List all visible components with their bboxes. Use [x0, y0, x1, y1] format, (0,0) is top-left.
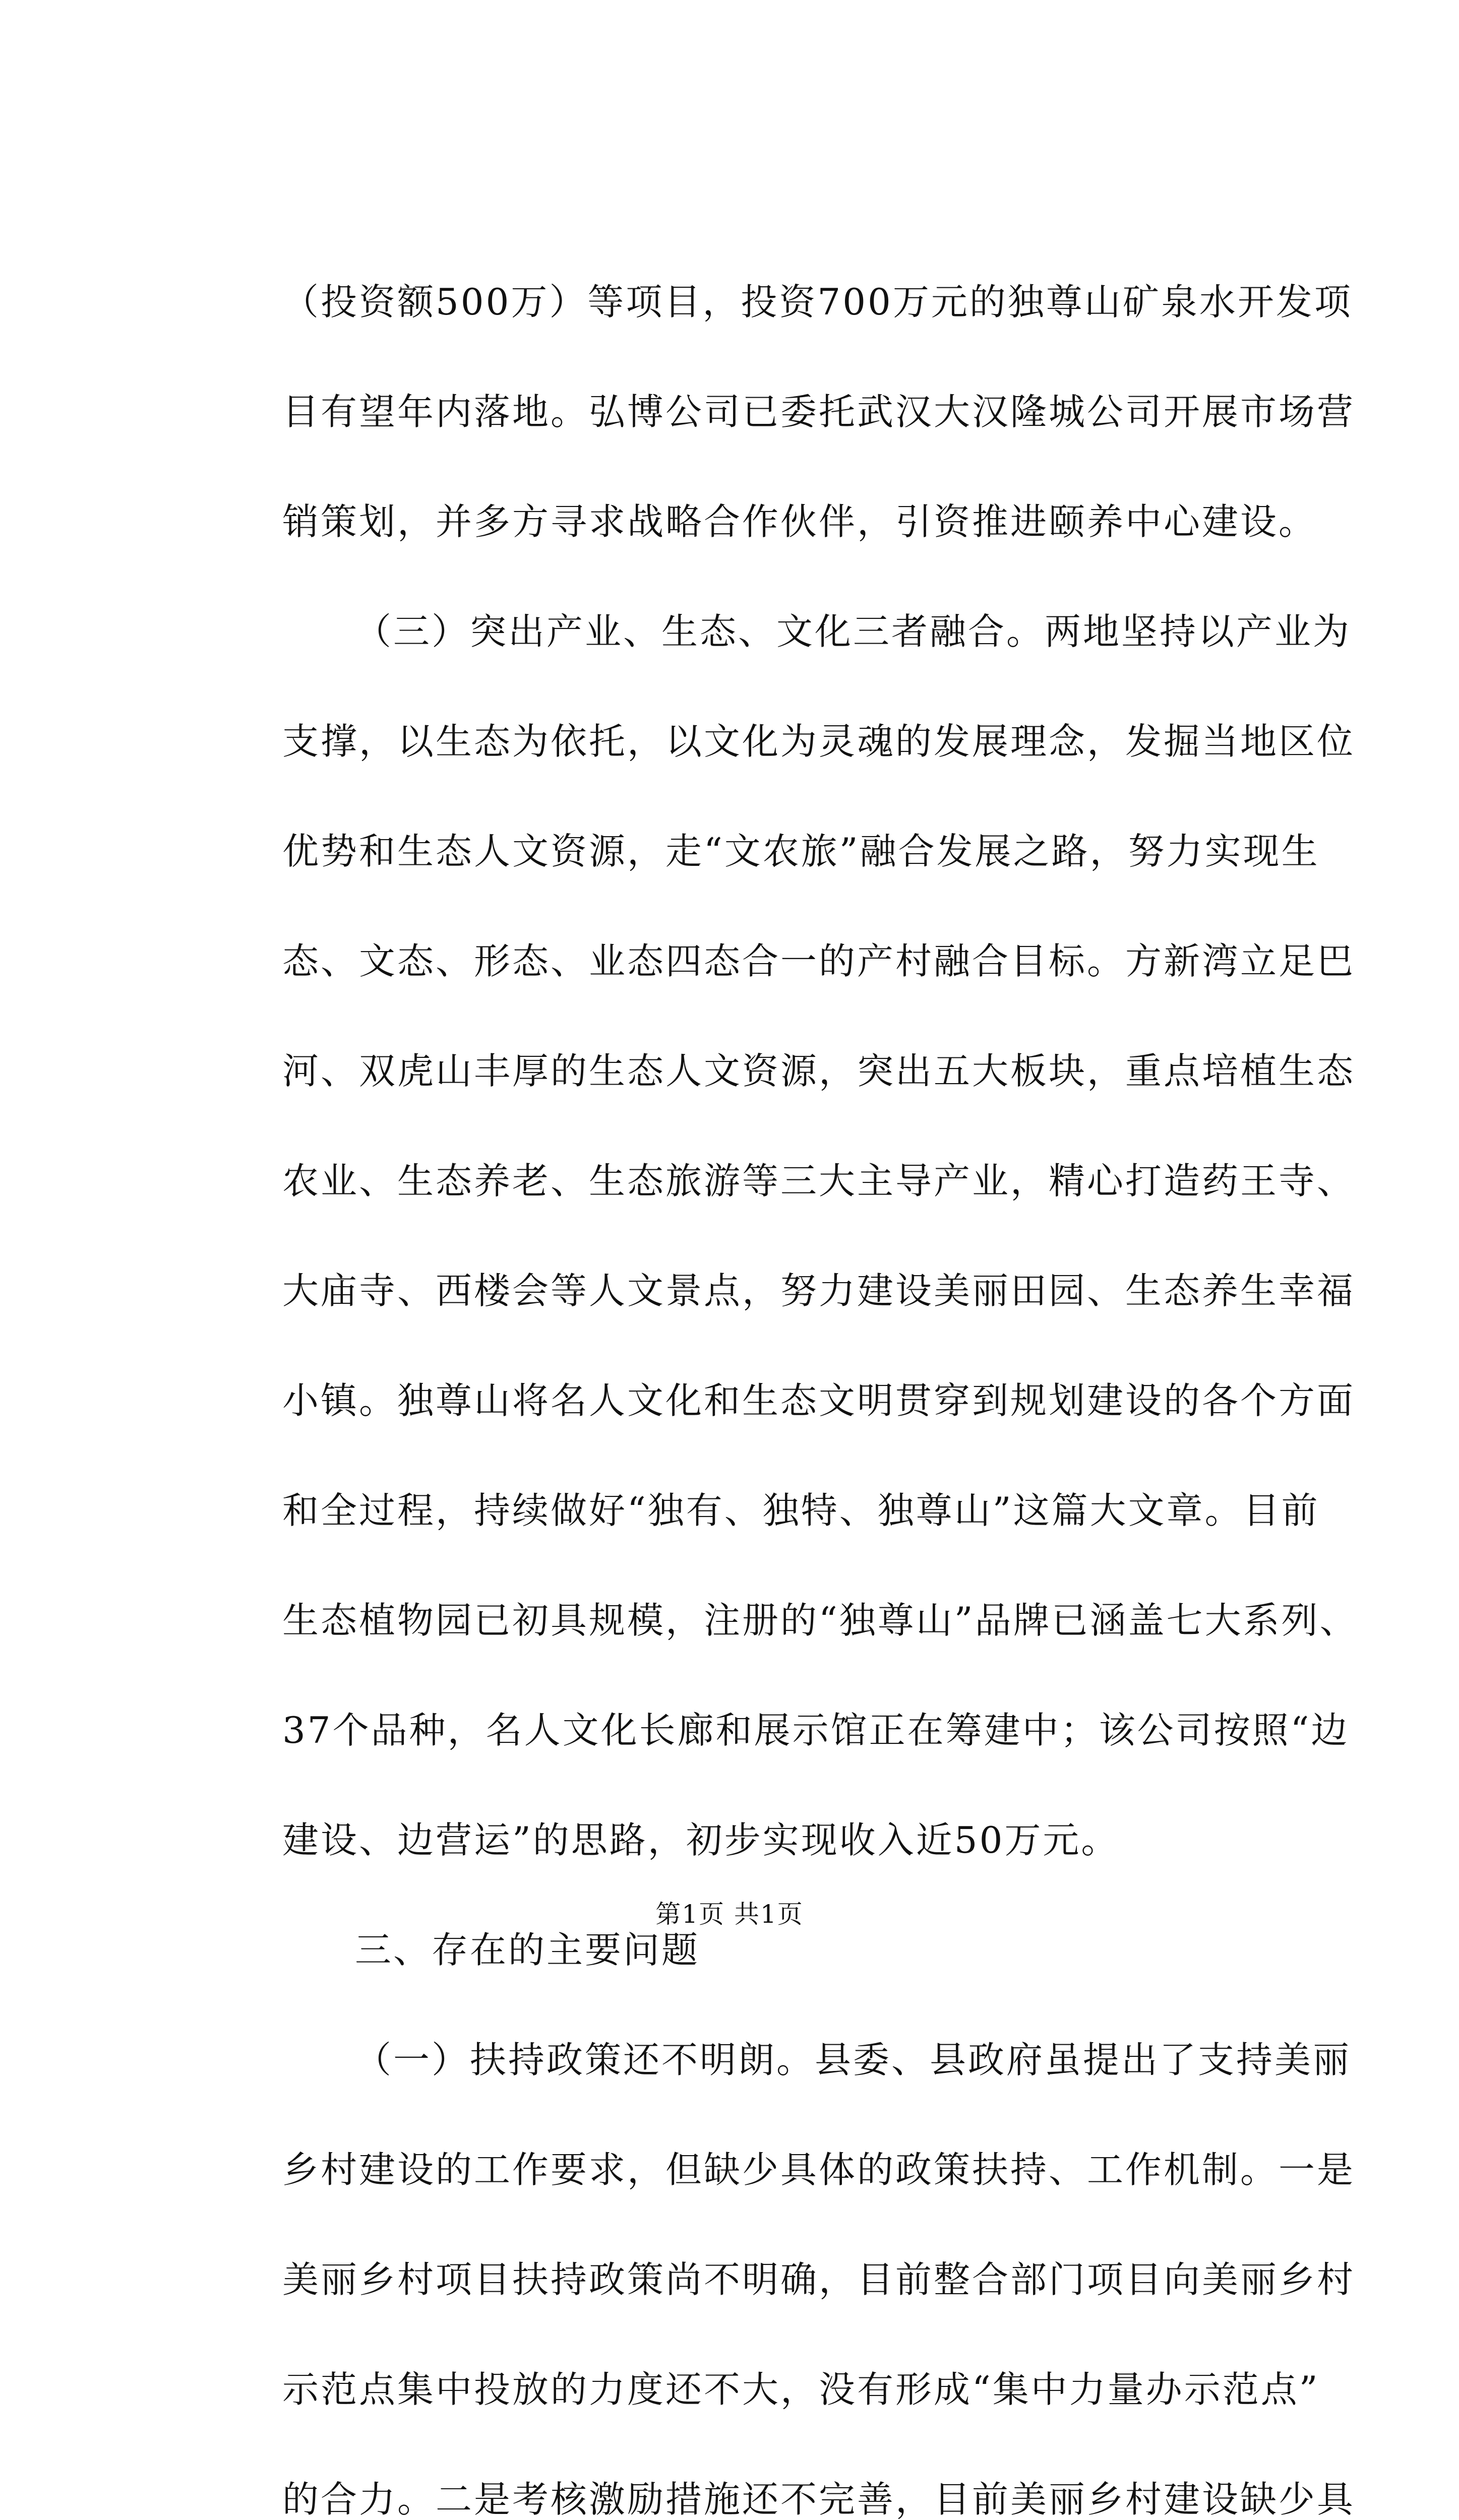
- text-line: 河、双虎山丰厚的生态人文资源，突出五大板块，重点培植生态: [282, 1050, 1356, 1092]
- text-line: 建设、边营运”的思路，初步实现收入近50万元。: [282, 1819, 1120, 1861]
- text-line: 小镇。独尊山将名人文化和生态文明贯穿到规划建设的各个方面: [282, 1379, 1356, 1422]
- text-line: 乡村建设的工作要求，但缺少具体的政策扶持、工作机制。一是: [282, 2149, 1356, 2191]
- text-line: 的合力。二是考核激励措施还不完善，目前美丽乡村建设缺少具: [282, 2478, 1356, 2520]
- page-number-footer: 第1页 共1页: [655, 1900, 804, 1929]
- text-line: 态、文态、形态、业态四态合一的产村融合目标。方新湾立足巴: [282, 940, 1356, 982]
- document-body: [282, 247, 1358, 2520]
- text-line: 优势和生态人文资源，走“文农旅”融合发展之路，努力实现生: [282, 830, 1320, 872]
- text-line: 美丽乡村项目扶持政策尚不明确，目前整合部门项目向美丽乡村: [282, 2258, 1356, 2301]
- text-line: 和全过程，持续做好“独有、独特、独尊山”这篇大文章。目前: [282, 1489, 1320, 1532]
- text-line: （三）突出产业、生态、文化三者融合。两地坚持以产业为: [355, 610, 1352, 653]
- text-line: 农业、生态养老、生态旅游等三大主导产业，精心打造药王寺、: [282, 1160, 1356, 1202]
- text-line: 示范点集中投放的力度还不大，没有形成“集中力量办示范点”: [282, 2368, 1320, 2411]
- text-line: 生态植物园已初具规模，注册的“独尊山”品牌已涵盖七大系列、: [282, 1599, 1358, 1642]
- text-line: 目有望年内落地。弘博公司已委托武汉大汉隆城公司开展市场营: [282, 391, 1356, 433]
- text-line: 支撑，以生态为依托，以文化为灵魂的发展理念，发掘当地区位: [282, 720, 1356, 763]
- section-heading: 三、存在的主要问题: [355, 1929, 700, 1971]
- text-line: 37个品种，名人文化长廊和展示馆正在筹建中；该公司按照“边: [282, 1709, 1350, 1751]
- text-line: 销策划，并多方寻求战略合作伙伴，引资推进颐养中心建设。: [282, 500, 1317, 543]
- text-line: 大庙寺、西楼会等人文景点，努力建设美丽田园、生态养生幸福: [282, 1270, 1356, 1312]
- text-line: （投资额500万）等项目，投资700万元的独尊山矿泉水开发项: [282, 281, 1353, 323]
- text-line: （一）扶持政策还不明朗。县委、县政府虽提出了支持美丽: [355, 2039, 1352, 2081]
